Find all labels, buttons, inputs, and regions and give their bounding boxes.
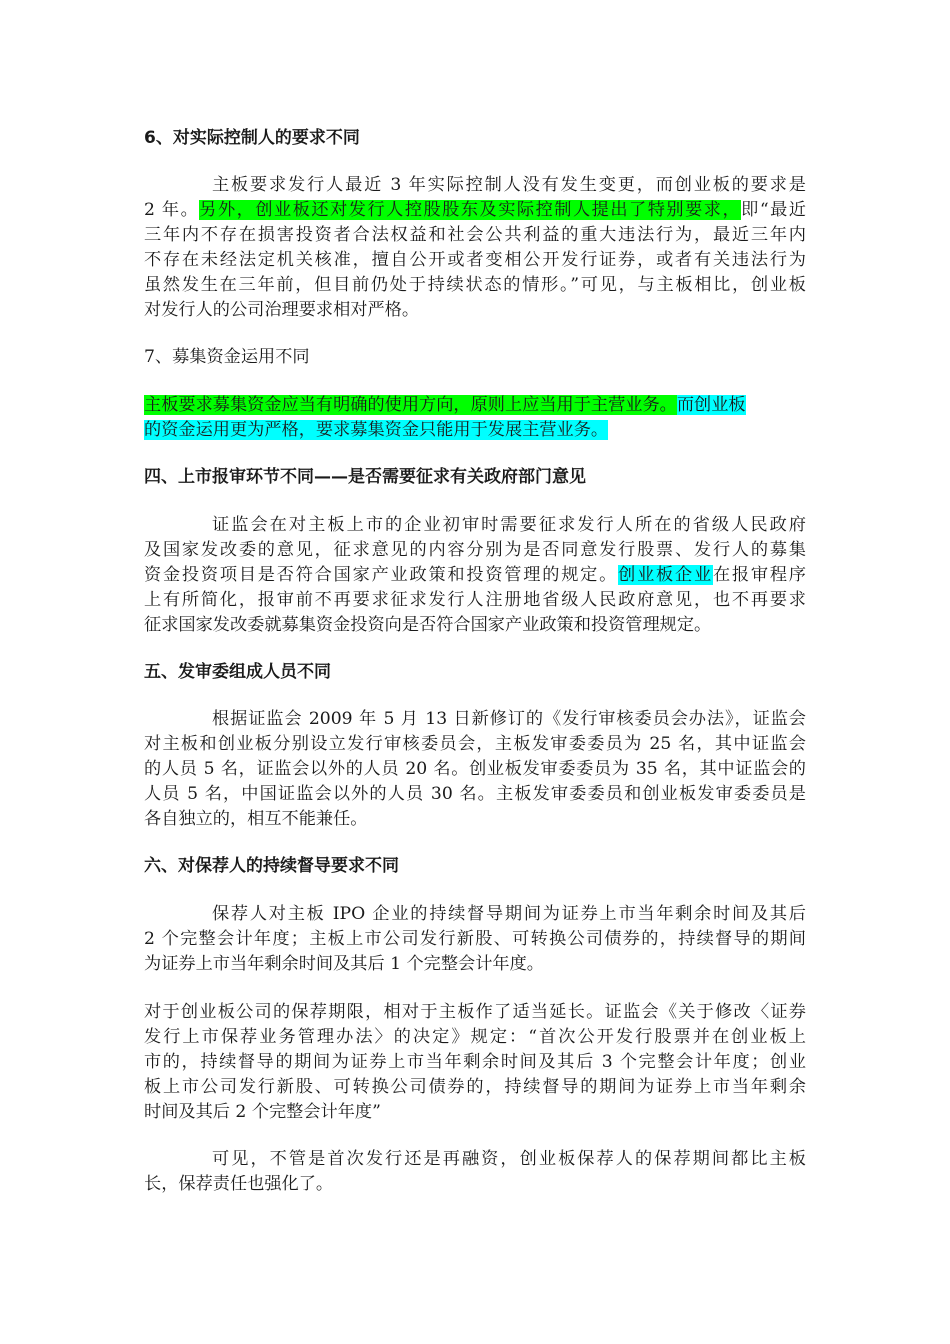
paragraph-line [144,198,806,222]
paragraph-line: 对主板和创业板分别设立发行审核委员会，主板发审委委员为 25 名，其中证监会 [144,734,806,754]
paragraph-line: 长，保荐责任也强化了。 [144,1174,334,1194]
text-run: 资金投资项目是否符合国家产业政策和投资管理的规定。 [144,565,619,585]
paragraph-line: 上有所简化，报审前不再要求征求发行人注册地省级人民政府意见，也不再要求 [144,590,806,610]
section-heading: 7、募集资金运用不同 [144,347,310,367]
section-heading: 五、发审委组成人员不同 [144,662,331,682]
paragraph-line: 为证券上市当年剩余时间及其后 1 个完整会计年度。 [144,954,544,974]
paragraph-line: 人员 5 名，中国证监会以外的人员 30 名。主板发审委委员和创业板发审委委员是 [144,784,806,804]
highlighted-text: 创业板企业 [618,565,713,585]
paragraph-line: 可见，不管是首次发行还是再融资，创业板保荐人的保荐期间都比主板 [212,1149,806,1169]
section-heading: 六、对保荐人的持续督导要求不同 [144,856,399,876]
section-heading: 6、对实际控制人的要求不同 [144,128,360,148]
paragraph-line: 时间及其后 2 个完整会计年度” [144,1102,381,1122]
highlighted-text: 的资金运用更为严格，要求募集资金只能用于发展主营业务。 [144,420,609,440]
paragraph-line [144,418,608,442]
highlighted-text: 而创业板 [676,395,746,415]
paragraph-line: 主板要求发行人最近 3 年实际控制人没有发生变更，而创业板的要求是 [212,175,806,195]
paragraph-line: 板上市公司发行新股、可转换公司债券的，持续督导的期间为证券上市当年剩余 [144,1077,806,1097]
highlighted-text: 主板要求募集资金应当有明确的使用方向，原则上应当用于主营业务。 [144,395,677,415]
paragraph-line: 证监会在对主板上市的企业初审时需要征求发行人所在的省级人民政府 [212,515,806,535]
paragraph-line: 市的，持续督导的期间为证券上市当年剩余时间及其后 3 个完整会计年度；创业 [144,1052,806,1072]
paragraph-line: 根据证监会 2009 年 5 月 13 日新修订的《发行审核委员会办法》，证监会 [212,709,806,729]
paragraph-line: 及国家发改委的意见，征求意见的内容分别为是否同意发行股票、发行人的募集 [144,540,806,560]
text-run: 2 年。 [144,200,200,220]
text-run: 即“最近 [741,200,806,220]
section-heading: 四、上市报审环节不同——是否需要征求有关政府部门意见 [144,467,586,487]
paragraph-line: 2 个完整会计年度；主板上市公司发行新股、可转换公司债券的，持续督导的期间 [144,929,806,949]
paragraph-line: 发行上市保荐业务管理办法〉的决定》规定：“首次公开发行股票并在创业板上 [144,1027,806,1047]
highlighted-text: 另外，创业板还对发行人控股股东及实际控制人提出了特别要求， [199,200,742,220]
paragraph-line: 保荐人对主板 IPO 企业的持续督导期间为证券上市当年剩余时间及其后 [212,904,806,924]
paragraph-line: 各自独立的，相互不能兼任。 [144,809,368,829]
paragraph-line: 对于创业板公司的保荐期限，相对于主板作了适当延长。证监会《关于修改〈证券 [144,1002,806,1022]
paragraph-line: 的人员 5 名，证监会以外的人员 20 名。创业板发审委委员为 35 名，其中证监会的 [144,759,806,779]
paragraph-line [144,393,746,417]
paragraph-line: 虽然发生在三年前，但目前仍处于持续状态的情形。”可见，与主板相比，创业板 [144,275,806,295]
paragraph-line: 三年内不存在损害投资者合法权益和社会公共利益的重大违法行为，最近三年内 [144,225,806,245]
paragraph-line [144,563,806,587]
paragraph-line: 不存在未经法定机关核准，擅自公开或者变相公开发行证券，或者有关违法行为 [144,250,806,270]
text-run: 在报审程序 [712,565,806,585]
paragraph-line: 征求国家发改委就募集资金投资向是否符合国家产业政策和投资管理规定。 [144,615,712,635]
paragraph-line: 对发行人的公司治理要求相对严格。 [144,300,420,320]
